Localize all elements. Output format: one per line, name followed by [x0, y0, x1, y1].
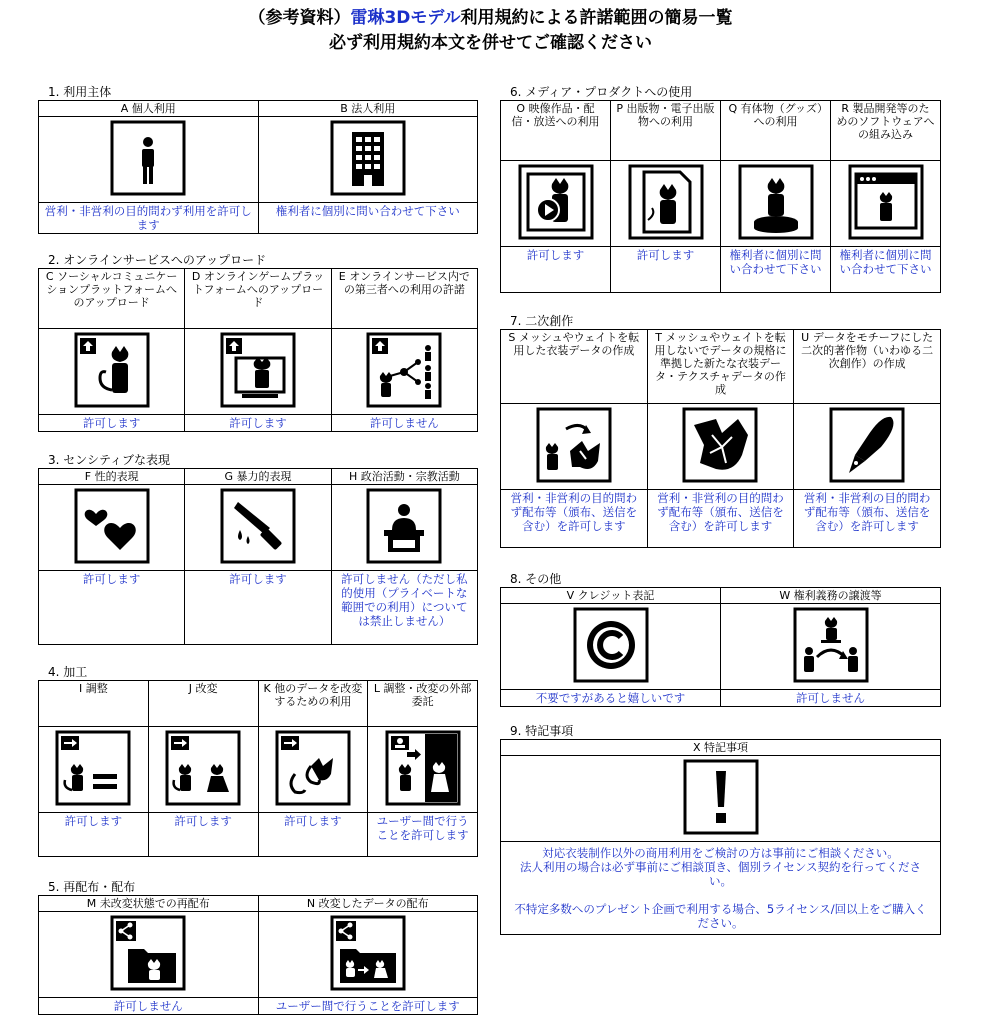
item-label-p: P 出版物・電子出版物への利用 [611, 101, 721, 161]
section-processing [38, 665, 478, 857]
result-r: 権利者に個別に問い合わせて下さい [831, 247, 941, 293]
title-prefix: （参考資料） [248, 8, 351, 28]
section-usage-subject [38, 85, 478, 234]
item-label-l: L 調整・改変の外部委託 [368, 681, 478, 727]
license-table [500, 329, 941, 548]
other-data-icon [275, 730, 351, 806]
item-label-n: N 改変したデータの配布 [258, 896, 478, 912]
result-k: 許可します [258, 813, 368, 857]
page-subtitle: 必ず利用規約本文を併せてご確認ください [329, 33, 652, 53]
copyright-icon [573, 607, 649, 683]
share-folder-icon [110, 915, 186, 991]
icon-cell [258, 117, 478, 203]
item-label-a: A 個人利用 [39, 101, 259, 117]
section-derivative [500, 314, 941, 548]
result-f: 許可します [39, 571, 185, 645]
podium-icon [366, 488, 442, 564]
result-c: 許可します [39, 415, 185, 432]
license-table [38, 895, 478, 1015]
item-label-j: J 改変 [148, 681, 258, 727]
item-label-d: D オンラインゲームプラットフォームへのアップロード [185, 269, 331, 329]
section-title: 7. 二次創作 [510, 314, 574, 328]
section-online-upload [38, 253, 478, 432]
item-label-u: U データをモチーフにした二次的著作物（いわゆる二次創作）の作成 [794, 330, 941, 404]
section-sensitive [38, 453, 478, 645]
icon-cell [39, 117, 259, 203]
document-cat-icon [628, 164, 704, 240]
result-m: 許可しません [39, 998, 259, 1015]
item-label-b: B 法人利用 [258, 101, 478, 117]
item-label-q: Q 有体物（グッズ）への利用 [721, 101, 831, 161]
result-t: 営利・非営利の目的問わず配布等（頒布、送信を含む）を許可します [647, 490, 794, 548]
share-cat-people-icon [366, 332, 442, 408]
result-i: 許可します [39, 813, 149, 857]
cloth-icon [682, 407, 758, 483]
section-title: 4. 加工 [48, 665, 88, 679]
license-table [500, 100, 941, 293]
share-folder-modify-icon [330, 915, 406, 991]
license-table [500, 739, 941, 935]
video-cat-icon [518, 164, 594, 240]
page-title [0, 8, 981, 28]
hearts-icon [74, 488, 150, 564]
result-a: 営利・非営利の目的問わず利用を許可します [39, 203, 259, 234]
section-title: 5. 再配布・配布 [48, 880, 136, 894]
section-title: 6. メディア・プロダクトへの使用 [510, 85, 693, 99]
item-label-m: M 未改変状態での再配布 [39, 896, 259, 912]
section-redistribution [38, 880, 478, 1015]
note-line: 不特定多数へのプレゼント企画で利用する場合、5ライセンス/回以上をご購入ください。 [514, 902, 927, 930]
result-p: 許可します [611, 247, 721, 293]
item-label-e: E オンラインサービス内での第三者への利用の許諾 [331, 269, 477, 329]
license-table [38, 268, 478, 432]
result-w: 許可しません [721, 690, 941, 707]
section-media-product [500, 85, 941, 293]
brand-name: 雷琳3Dモデル [350, 8, 461, 28]
item-label-w: W 権利義務の譲渡等 [721, 588, 941, 604]
result-o: 許可します [501, 247, 611, 293]
result-e: 許可しません [331, 415, 477, 432]
title-suffix: 利用規約による許諾範囲の簡易一覧 [460, 8, 733, 28]
result-b: 権利者に個別に問い合わせて下さい [258, 203, 478, 234]
section-special-notes [500, 724, 941, 935]
adjust-icon [55, 730, 131, 806]
transfer-icon [793, 607, 869, 683]
item-label-t: T メッシュやウェイトを転用しないでデータの規格に準拠した新たな衣装データ・テクスチャデータの作成 [647, 330, 794, 404]
item-label-x: X 特記事項 [501, 740, 941, 756]
item-label-s: S メッシュやウェイトを転用した衣装データの作成 [501, 330, 648, 404]
figure-cat-icon [738, 164, 814, 240]
section-title: 1. 利用主体 [48, 85, 112, 99]
result-j: 許可します [148, 813, 258, 857]
building-icon [330, 120, 406, 196]
section-title: 2. オンラインサービスへのアップロード [48, 253, 267, 267]
section-other [500, 572, 941, 707]
knife-icon [220, 488, 296, 564]
result-n: ユーザー間で行うことを許可します [258, 998, 478, 1015]
license-table [38, 100, 478, 234]
pen-icon [829, 407, 905, 483]
section-title: 8. その他 [510, 572, 562, 586]
item-label-v: V クレジット表記 [501, 588, 721, 604]
result-s: 営利・非営利の目的問わず配布等（頒布、送信を含む）を許可します [501, 490, 648, 548]
item-label-g: G 暴力的表現 [185, 469, 331, 485]
result-l: ユーザー間で行うことを許可します [368, 813, 478, 857]
upload-cat-icon [74, 332, 150, 408]
item-label-f: F 性的表現 [39, 469, 185, 485]
section-title: 3. センシティブな表現 [48, 453, 171, 467]
cat-to-cloth-icon [536, 407, 612, 483]
modify-icon [165, 730, 241, 806]
note-line: 対応衣装制作以外の商用利用をご検討の方は事前にご相談ください。 [542, 846, 899, 860]
item-label-h: H 政治活動・宗教活動 [331, 469, 477, 485]
exclamation-icon [683, 759, 759, 835]
section-title: 9. 特記事項 [510, 724, 574, 738]
result-d: 許可します [185, 415, 331, 432]
item-label-o: O 映像作品・配信・放送への利用 [501, 101, 611, 161]
item-label-r: R 製品開発等のためのソフトウェアへの組み込み [831, 101, 941, 161]
note-line: 法人利用の場合は必ず事前にご相談頂き、個別ライセンス契約を行ってください。 [519, 860, 921, 888]
license-table [38, 468, 478, 645]
result-g: 許可します [185, 571, 331, 645]
item-label-i: I 調整 [39, 681, 149, 727]
special-notes-cell [501, 842, 941, 935]
result-h: 許可しません（ただし私的使用（プライベートな範囲での利用）については禁止しません） [331, 571, 477, 645]
result-v: 不要ですがあると嬉しいです [501, 690, 721, 707]
software-cat-icon [848, 164, 924, 240]
upload-monitor-cat-icon [220, 332, 296, 408]
item-label-c: C ソーシャルコミュニケーションプラットフォームへのアップロード [39, 269, 185, 329]
result-u: 営利・非営利の目的問わず配布等（頒布、送信を含む）を許可します [794, 490, 941, 548]
person-icon [110, 120, 186, 196]
license-table [38, 680, 478, 857]
item-label-k: K 他のデータを改変するための利用 [258, 681, 368, 727]
result-q: 権利者に個別に問い合わせて下さい [721, 247, 831, 293]
license-table [500, 587, 941, 707]
outsource-icon [385, 730, 461, 806]
